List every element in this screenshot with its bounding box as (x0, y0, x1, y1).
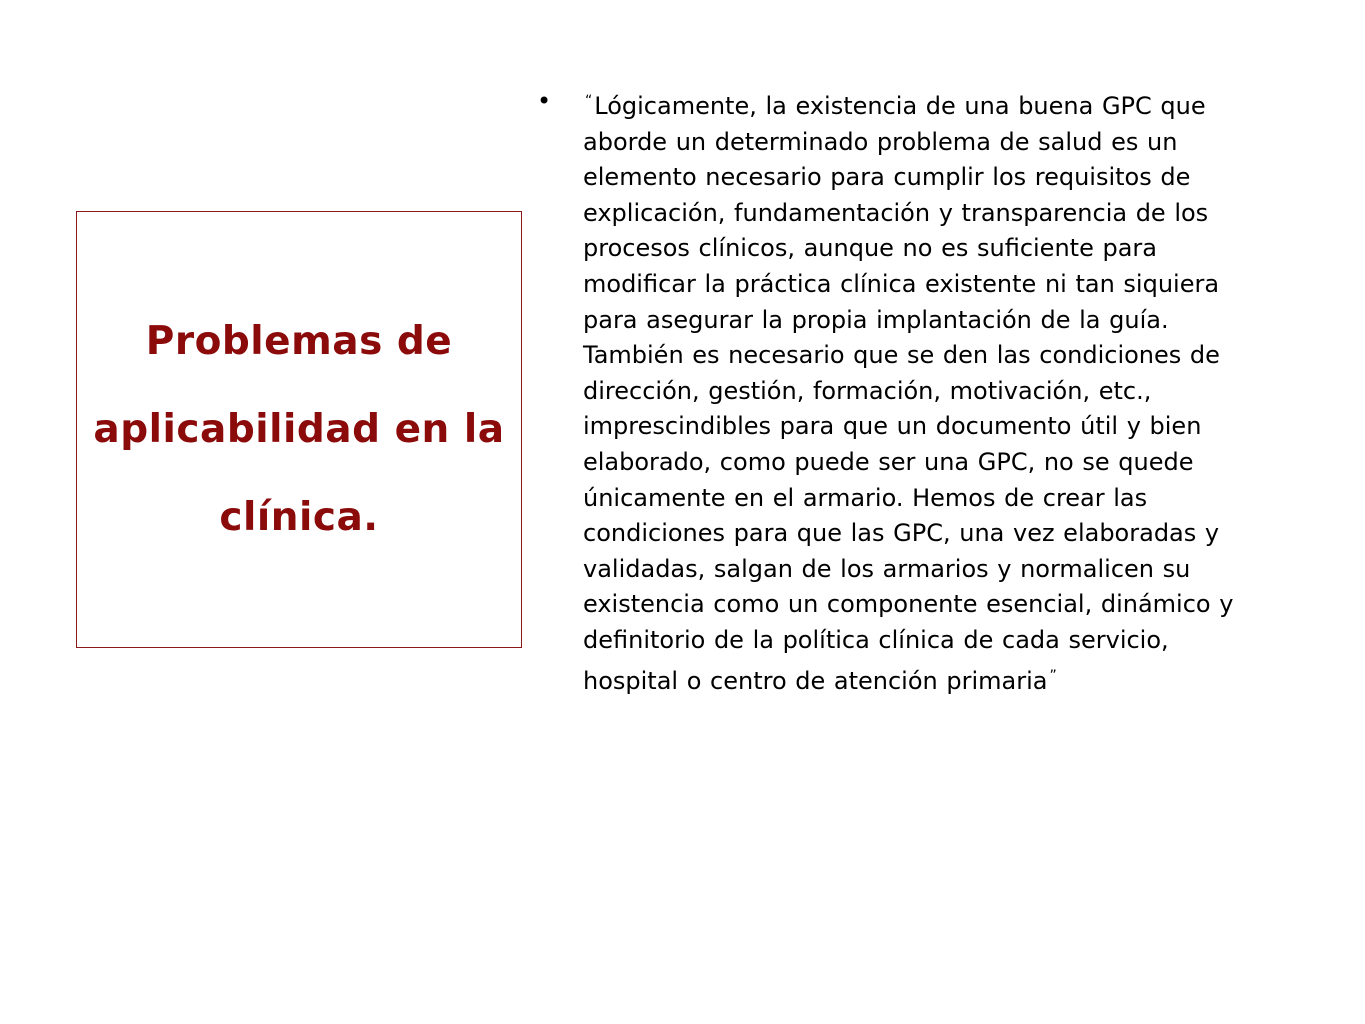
bullet-list (537, 84, 1237, 699)
open-quote-mark: “ (585, 93, 593, 109)
bullet-icon: • (537, 87, 552, 115)
quote-bullet-item (537, 84, 1237, 699)
close-quote-mark: ” (1049, 667, 1057, 684)
title-box (76, 211, 522, 648)
slide-title: Problemas de aplicabilidad en la clínica. (93, 318, 505, 540)
quote-text: Lógicamente, la existencia de una buena GPC que aborde un determinado problema de salud es un elemento necesario para cumplir los requisitos de explicación, fundamentación y transparencia de los procesos clínicos, aunque no es suficiente para modificar la práctica clínica existente ni tan siquiera para asegurar la propia implantación de la guía. También es necesario que se den las condiciones de dirección, gestión, formación, motivación, etc., imprescindibles para que un documento útil y bien elaborado, como puede ser una GPC, no se quede únicamente en el armario. Hemos de crear las condiciones para que las GPC, una vez elaboradas y validadas, salgan de los armarios y normalicen su existencia como un componente esencial, dinámico y definitorio de la política clínica de cada servicio, hospital o centro de atención primaria (583, 92, 1234, 695)
